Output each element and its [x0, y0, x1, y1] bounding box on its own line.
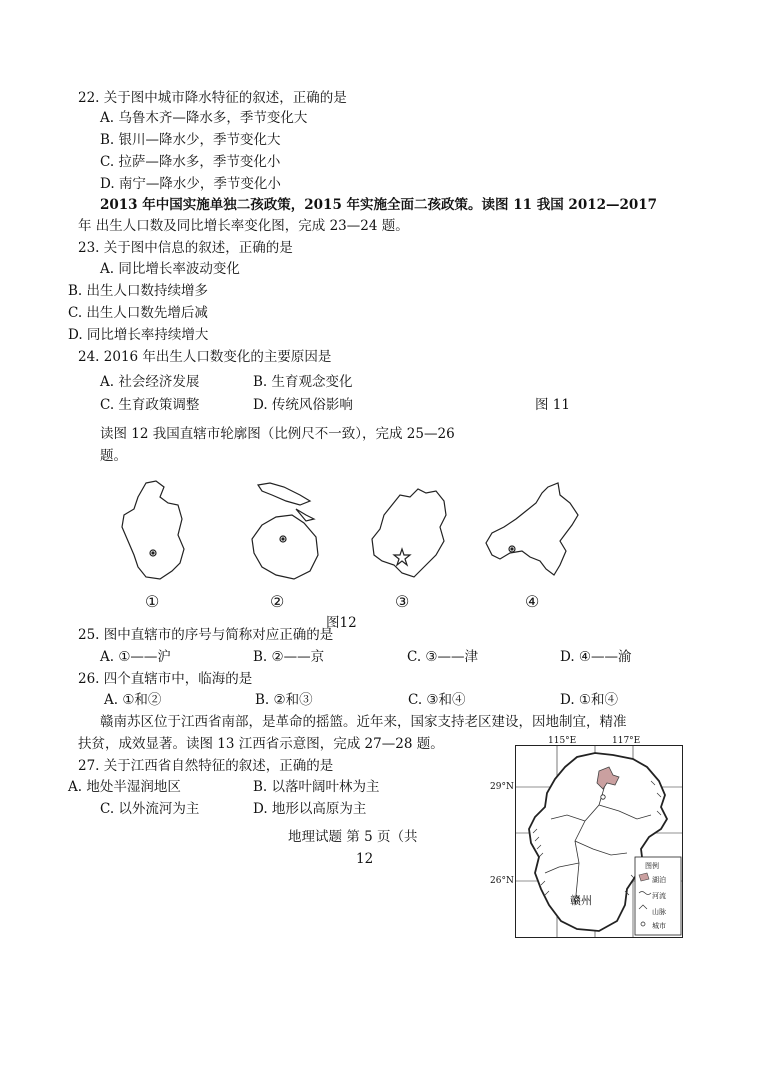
- map-lon-115: 115°E: [548, 736, 577, 746]
- intro27-line1: 赣南苏区位于江西省南部，是革命的摇篮。近年来，国家支持老区建设，因地制宜，精准: [100, 714, 627, 730]
- q25-option-b: B. ②——京: [253, 649, 325, 665]
- page-footer: 地理试题 第 5 页（共: [288, 829, 418, 845]
- q23-option-a: A. 同比增长率波动变化: [100, 261, 240, 277]
- map-lon-117: 117°E: [612, 736, 641, 746]
- q24-option-c: C. 生育政策调整: [100, 397, 200, 413]
- q23-option-c: C. 出生人口数先增后减: [68, 305, 208, 321]
- outline-3-beijing: [372, 489, 446, 577]
- page-footer-total: 12: [356, 851, 374, 867]
- q25-option-c: C. ③——津: [407, 649, 479, 665]
- q23-option-d: D. 同比增长率持续增大: [68, 327, 209, 343]
- intro23-line2: 年 出生人口数及同比增长率变化图，完成 23—24 题。: [78, 218, 409, 234]
- q23-stem: 23. 关于图中信息的叙述，正确的是: [78, 240, 293, 256]
- legend-city: 城市: [652, 922, 666, 930]
- q27-option-d: D. 地形以高原为主: [253, 801, 367, 817]
- q22-option-b: B. 银川—降水少，季节变化大: [100, 132, 281, 148]
- intro25-line1: 读图 12 我国直辖市轮廓图（比例尺不一致），完成 25—26: [100, 426, 455, 442]
- figure-12-caption: 图12: [326, 615, 357, 631]
- outline-2-shanghai: [252, 483, 318, 579]
- map-city-ganzhou: 赣州: [570, 894, 592, 907]
- q27-option-b: B. 以落叶阔叶林为主: [253, 779, 380, 795]
- map-lat-26: 26°N: [490, 876, 514, 886]
- q24-stem: 24. 2016 年出生人口数变化的主要原因是: [78, 349, 332, 365]
- q25-stem: 25. 图中直辖市的序号与简称对应正确的是: [78, 627, 334, 643]
- q26-option-c: C. ③和④: [408, 692, 466, 708]
- q22-option-a: A. 乌鲁木齐—降水多，季节变化大: [100, 110, 308, 126]
- q27-option-c: C. 以外流河为主: [100, 801, 200, 817]
- q25-option-d: D. ④——渝: [560, 649, 632, 665]
- figure-12-outlines: [0, 475, 762, 635]
- q27-stem: 27. 关于江西省自然特征的叙述，正确的是: [78, 758, 334, 774]
- fig12-label-2: ②: [270, 592, 285, 611]
- q26-option-a: A. ①和②: [104, 692, 162, 708]
- intro25-line2: 题。: [100, 448, 127, 464]
- q27-option-a: A. 地处半湿润地区: [68, 779, 181, 795]
- fig12-label-1: ①: [145, 592, 160, 611]
- q24-option-a: A. 社会经济发展: [100, 374, 200, 390]
- q22-option-d: D. 南宁—降水少，季节变化小: [100, 176, 281, 192]
- q23-option-b: B. 出生人口数持续增多: [68, 283, 209, 299]
- q26-option-b: B. ②和③: [255, 692, 313, 708]
- jiangxi-map: [515, 745, 695, 945]
- q26-stem: 26. 四个直辖市中，临海的是: [78, 671, 253, 687]
- legend-title: 图例: [645, 862, 659, 870]
- fig12-label-3: ③: [395, 592, 410, 611]
- legend-mountain: 山脉: [652, 908, 666, 916]
- q25-option-a: A. ①——沪: [100, 649, 171, 665]
- map-lat-29: 29°N: [490, 782, 514, 792]
- figure-11-label: 图 11: [535, 397, 570, 413]
- fig12-label-4: ④: [525, 592, 540, 611]
- outline-4-chongqing: [486, 483, 578, 575]
- q22-option-c: C. 拉萨—降水多，季节变化小: [100, 154, 281, 170]
- intro23-line1: 2013 年中国实施单独二孩政策，2015 年实施全面二孩政策。读图 11 我国 2012—2017: [100, 197, 658, 213]
- q24-option-d: D. 传统风俗影响: [253, 397, 353, 413]
- legend-river: 河流: [652, 892, 666, 900]
- outline-1-tianjin: [122, 481, 184, 579]
- intro27-line2: 扶贫，成效显著。读图 13 江西省示意图，完成 27—28 题。: [78, 736, 444, 752]
- q26-option-d: D. ①和④: [560, 692, 619, 708]
- legend-lake: 湖泊: [652, 876, 666, 884]
- q24-option-b: B. 生育观念变化: [253, 374, 353, 390]
- q22-stem: 22. 关于图中城市降水特征的叙述，正确的是: [78, 90, 347, 106]
